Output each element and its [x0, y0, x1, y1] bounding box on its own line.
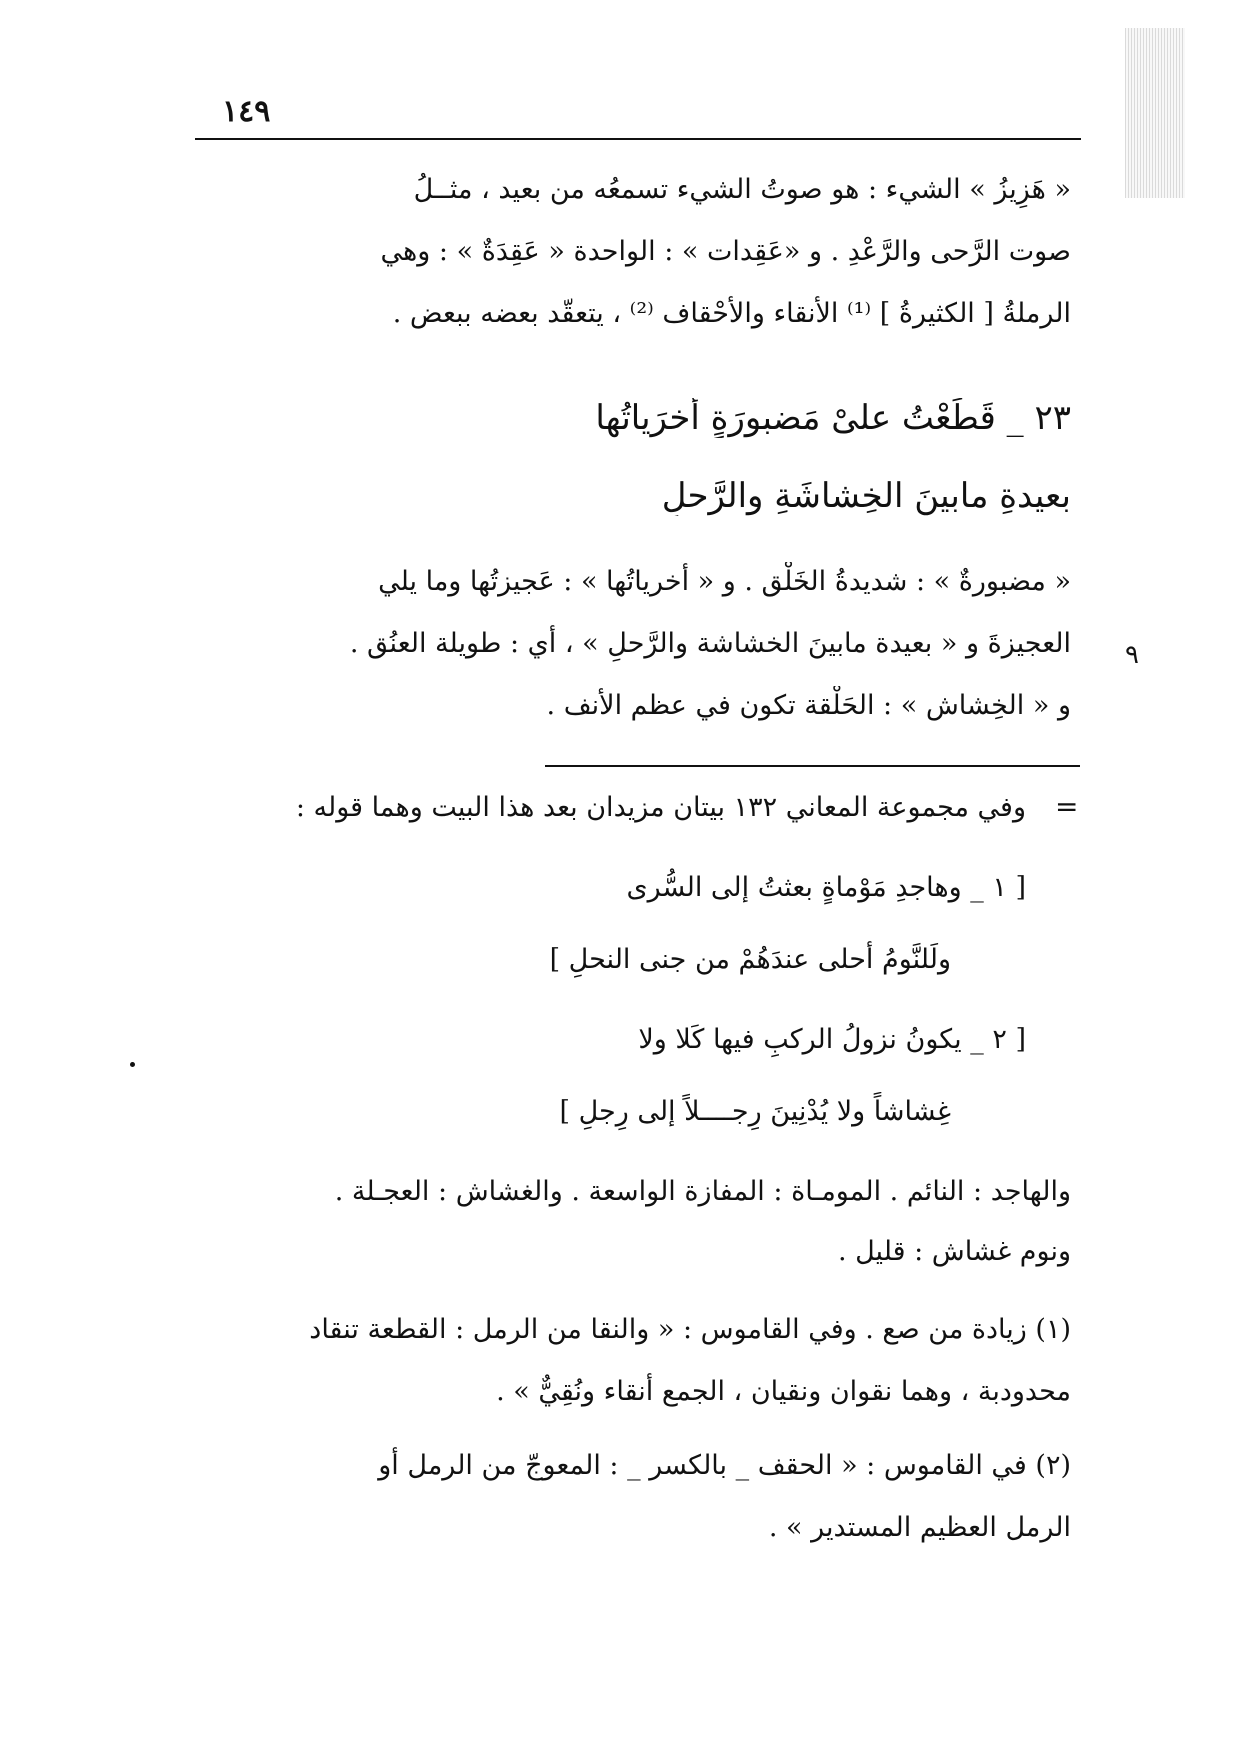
glossary-line: الرملةُ [ الكثيرةُ ] ⁽¹⁾ الأنقاء والأحْقاف ⁽²⁾ ، يتعقّد بعضه ببعض . [392, 298, 1071, 329]
continuation-mark: = [1055, 790, 1079, 823]
extra-verse-line: [ ٢ _ يكونُ نزولُ الركبِ فيها كَلا ولا [638, 1024, 1026, 1055]
header-rule [195, 138, 1081, 140]
extra-verse-line: غِشاشاً ولا يُدْنِينَ رِجــــلاً إلى رِجلِ ] [559, 1096, 951, 1127]
notes-separator-rule [545, 765, 1080, 767]
verse-second-hemistich: بعيدةِ مابينَ الخِشاشَةِ والرَّحلِ [661, 476, 1071, 516]
scan-edge-shadow [1125, 28, 1185, 198]
glossary-line: صوت الرَّحى والرَّعْدِ . و «عَقِدات » : الواحدة « عَقِدَةٌ » : وهي [380, 236, 1071, 267]
footnote-line: (١) زيادة من صع . وفي القاموس : « والنقا من الرمل : القطعة تنقاد [309, 1314, 1071, 1345]
commentary-line: « مضبورةٌ » : شديدةُ الخَلْق . و « أُخرياتُها » : عَجيزتُها وما يلي [378, 566, 1071, 597]
extra-verse-line: ولَلنَّومُ أحلى عندَهُمْ من جنى النحلِ ] [549, 944, 951, 975]
margin-line-number: ٩ [1125, 640, 1139, 670]
commentary-line: العجيزةَ و « بعيدة مابينَ الخشاشة والرَّحلِ » ، أي : طويلة العنُق . [349, 628, 1071, 659]
footnote-line: محدودبة ، وهما نقوان ونقيان ، الجمع أنقاء ونُقِيٌّ » . [496, 1376, 1071, 1407]
verse-first-hemistich: ٢٣ _ قَطَعْتُ علىْ مَضبورَةٍ أُخرَياتُها [595, 398, 1071, 438]
extra-verse-line: [ ١ _ وهاجدِ مَوْماةٍ بعثتُ إلى السُّرى [626, 872, 1026, 903]
commentary-line: و « الخِشاش » : الحَلْقة تكون في عظم الأنف . [546, 690, 1071, 721]
explanation-line: والهاجد : النائم . المومـاة : المفازة الواسعة . والغشاش : العجـلة . [334, 1176, 1071, 1207]
footnote-line: (٢) في القاموس : « الحقف _ بالكسر _ : المعوجّ من الرمل أو [378, 1450, 1071, 1481]
footnote-line: الرمل العظيم المستدير » . [768, 1512, 1071, 1543]
page-number: ١٤٩ [222, 94, 271, 129]
glossary-line: « هَزِيزُ » الشيء : هو صوتُ الشيء تسمعُه من بعيد ، مثــلُ [413, 174, 1071, 205]
ink-speck [130, 1062, 135, 1067]
variant-note: وفي مجموعة المعاني ١٣٢ بيتان مزيدان بعد هذا البيت وهما قوله : [295, 792, 1026, 823]
explanation-line: ونوم غشاش : قليل . [837, 1236, 1071, 1267]
